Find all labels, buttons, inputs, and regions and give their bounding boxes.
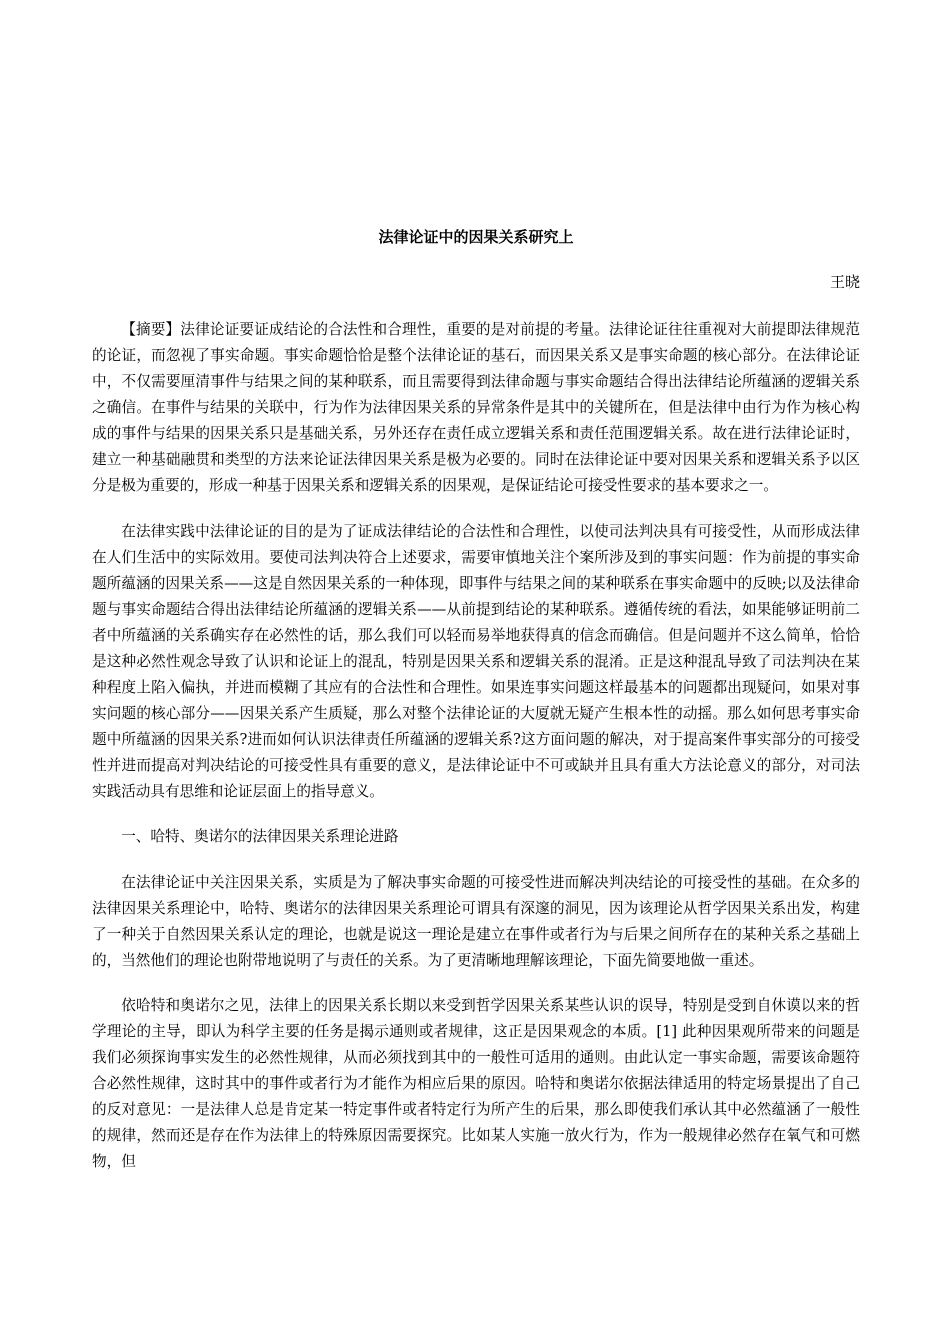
document-body [92,317,860,1195]
document-title: 法律论证中的因果关系研究上 [378,228,574,246]
abstract-paragraph: 【摘要】法律论证要证成结论的合法性和合理性，重要的是对前提的考量。法律论证往往重视对大前提即法律规范的论证，而忽视了事实命题。事实命题恰恰是整个法律论证的基石，而因果关系又是事实命题的核心部分。在法律论证中，不仅需要厘清事件与结果之间的某种联系，而且需要得到法律命题与事实命题结合得出法律结论所蕴涵的逻辑关系之确信。在事件与结果的关联中，行为作为法律因果关系的异常条件是其中的关键所在，但是法律中由行为作为核心构成的事件与结果的因果关系只是基础关系，另外还存在责任成立逻辑关系和责任范围逻辑关系。故在进行法律论证时，建立一种基础融贯和类型的方法来论证法律因果关系是极为必要的。同时在法律论证中要对因果关系和逻辑关系予以区分是极为重要的，形成一种基于因果关系和逻辑关系的因果观，是保证结论可接受性要求的基本要求之一。 [92,321,860,494]
section-paragraph: 在法律论证中关注因果关系，实质是为了解决事实命题的可接受性进而解决判决结论的可接受性的基础。在众多的法律因果关系理论中，哈特、奥诺尔的法律因果关系理论可谓具有深邃的洞见，因为该理论从哲学因果关系出发，构建了一种关于自然因果关系认定的理论，也就是说这一理论是建立在事件或者行为与后果之间所存在的某种关系之基础上的，当然他们的理论也附带地说明了与责任的关系。为了更清晰地理解该理论，下面先简要地做一重述。 [92,873,860,969]
document-page [92,0,860,1344]
section-paragraph: 依哈特和奥诺尔之见，法律上的因果关系长期以来受到哲学因果关系某些认识的误导，特别是受到自休谟以来的哲学理论的主导，即认为科学主要的任务是揭示通则或者规律，这正是因果观念的本质。[1] 此种因果观所带来的问题是我们必须探询事实发生的必然性规律，从而必须找到其中的一般性可适用的通则。由此认定一事实命题，需要该命题符合必然性规律，这时其中的事件或者行为才能作为相应后果的原因。哈特和奥诺尔依据法律适用的特定场景提出了自己的反对意见：一是法律人总是肯定某一特定事件或者特定行为所产生的后果，那么即使我们承认其中必然蕴涵了一般性的规律，然而还是存在作为法律上的特殊原因需要探究。比如某人实施一放火行为，作为一般规律必然存在氧气和可燃物，但 [92,997,860,1170]
section-heading: 一、哈特、奥诺尔的法律因果关系理论进路 [121,828,399,845]
intro-paragraph: 在法律实践中法律论证的目的是为了证成法律结论的合法性和合理性，以使司法判决具有可接受性，从而形成法律在人们生活中的实际效用。要使司法判决符合上述要求，需要审慎地关注个案所涉及到的事实问题：作为前提的事实命题所蕴涵的因果关系——这是自然因果关系的一种体现，即事件与结果之间的某种联系在事实命题中的反映;以及法律命题与事实命题结合得出法律结论所蕴涵的逻辑关系——从前提到结论的某种联系。遵循传统的看法，如果能够证明前二者中所蕴涵的关系确实存在必然性的话，那么我们可以轻而易举地获得真的信念而确信。但是问题并不这么简单，恰恰是这种必然性观念导致了认识和论证上的混乱，特别是因果关系和逻辑关系的混淆。正是这种混乱导致了司法判决在某种程度上陷入偏执，并进而模糊了其应有的合法性和合理性。如果连事实问题这样最基本的问题都出现疑问，如果对事实问题的核心部分——因果关系产生质疑，那么对整个法律论证的大厦就无疑产生根本性的动摇。那么如何思考事实命题中所蕴涵的因果关系?进而如何认识法律责任所蕴涵的逻辑关系?这方面问题的解决，对于提高案件事实部分的可接受性并进而提高对判决结论的可接受性具有重要的意义，是法律论证中不可或缺并且具有重大方法论意义的部分，对司法实践活动具有思维和论证层面上的指导意义。 [92,522,860,800]
document-author: 王晓 [829,273,860,291]
